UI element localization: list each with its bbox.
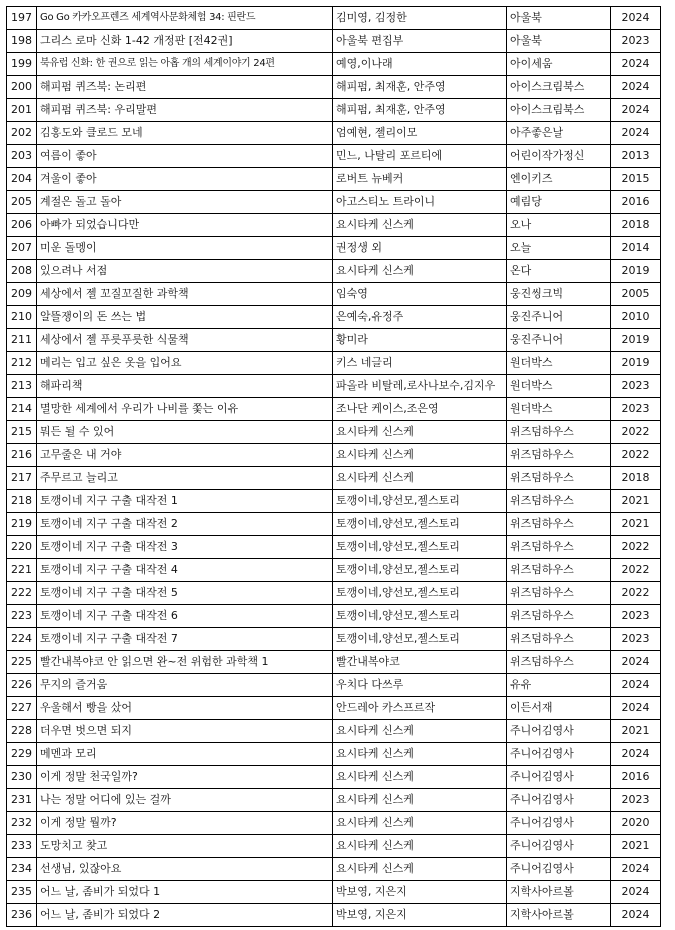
book-publisher-cell: 웅진씽크빅 (507, 283, 611, 306)
book-author-cell: 우치다 다쓰루 (333, 674, 507, 697)
book-publisher-cell: 주니어김영사 (507, 858, 611, 881)
book-author-cell: 요시타케 신스케 (333, 260, 507, 283)
book-year-cell: 2021 (611, 490, 661, 513)
table-row (7, 582, 661, 605)
table-row (7, 168, 661, 191)
book-year-cell: 2022 (611, 559, 661, 582)
row-number-cell: 217 (7, 467, 37, 490)
book-year-cell: 2024 (611, 99, 661, 122)
book-title-cell: 메멘과 모리 (37, 743, 333, 766)
book-publisher-cell: 원더박스 (507, 375, 611, 398)
row-number-cell: 231 (7, 789, 37, 812)
book-author-cell: 아울북 편집부 (333, 30, 507, 53)
book-author-cell: 요시타케 신스케 (333, 467, 507, 490)
book-publisher-cell: 아이세움 (507, 53, 611, 76)
row-number-cell: 205 (7, 191, 37, 214)
book-author-cell: 김미영, 김정한 (333, 7, 507, 30)
book-title-cell: 겨울이 좋아 (37, 168, 333, 191)
row-number-cell: 226 (7, 674, 37, 697)
row-number-cell: 200 (7, 76, 37, 99)
book-title-cell: Go Go 카카오프렌즈 세계역사문화체험 34: 핀란드 (37, 7, 333, 30)
book-title-cell: 북유럽 신화: 한 권으로 읽는 아홉 개의 세계이야기 24편 (37, 53, 333, 76)
book-publisher-cell: 주니어김영사 (507, 812, 611, 835)
book-title-cell: 미운 돌멩이 (37, 237, 333, 260)
book-author-cell: 박보영, 지은지 (333, 881, 507, 904)
book-year-cell: 2021 (611, 720, 661, 743)
book-author-cell: 요시타케 신스케 (333, 214, 507, 237)
row-number-cell: 223 (7, 605, 37, 628)
book-author-cell: 토깽이네,양선모,젤스토리 (333, 628, 507, 651)
table-row (7, 260, 661, 283)
book-publisher-cell: 온다 (507, 260, 611, 283)
table-row (7, 858, 661, 881)
book-author-cell: 토깽이네,양선모,젤스토리 (333, 536, 507, 559)
book-title-cell: 무지의 즐거움 (37, 674, 333, 697)
book-author-cell: 토깽이네,양선모,젤스토리 (333, 582, 507, 605)
row-number-cell: 225 (7, 651, 37, 674)
book-author-cell: 황미라 (333, 329, 507, 352)
book-title-cell: 세상에서 젤 꼬질꼬질한 과학책 (37, 283, 333, 306)
book-title-cell: 알뜰쟁이의 돈 쓰는 법 (37, 306, 333, 329)
table-row (7, 99, 661, 122)
book-author-cell: 빨간내복야코 (333, 651, 507, 674)
book-author-cell: 파올라 비탈레,로사나보수,김지우 (333, 375, 507, 398)
book-publisher-cell: 위즈덤하우스 (507, 651, 611, 674)
book-author-cell: 아고스티노 트라이니 (333, 191, 507, 214)
table-row (7, 7, 661, 30)
book-publisher-cell: 아울북 (507, 7, 611, 30)
row-number-cell: 215 (7, 421, 37, 444)
book-publisher-cell: 아이스크림북스 (507, 99, 611, 122)
book-year-cell: 2015 (611, 168, 661, 191)
book-title-cell: 계절은 돌고 돌아 (37, 191, 333, 214)
book-year-cell: 2005 (611, 283, 661, 306)
book-title-cell: 멸망한 세계에서 우리가 나비를 쫓는 이유 (37, 398, 333, 421)
book-author-cell: 안드레아 카스프르작 (333, 697, 507, 720)
book-author-cell: 요시타케 신스케 (333, 789, 507, 812)
book-year-cell: 2022 (611, 582, 661, 605)
book-author-cell: 조나단 케이스,조은영 (333, 398, 507, 421)
table-row (7, 789, 661, 812)
row-number-cell: 219 (7, 513, 37, 536)
row-number-cell: 235 (7, 881, 37, 904)
book-title-cell: 토깽이네 지구 구출 대작전 1 (37, 490, 333, 513)
table-row (7, 306, 661, 329)
book-year-cell: 2018 (611, 214, 661, 237)
book-title-cell: 해피펌 퀴즈북: 우리말편 (37, 99, 333, 122)
book-author-cell: 요시타케 신스케 (333, 421, 507, 444)
row-number-cell: 218 (7, 490, 37, 513)
book-year-cell: 2019 (611, 329, 661, 352)
book-year-cell: 2019 (611, 260, 661, 283)
row-number-cell: 199 (7, 53, 37, 76)
book-publisher-cell: 아주좋은날 (507, 122, 611, 145)
book-publisher-cell: 위즈덤하우스 (507, 559, 611, 582)
book-title-cell: 우울해서 빵을 샀어 (37, 697, 333, 720)
book-publisher-cell: 위즈덤하우스 (507, 628, 611, 651)
book-year-cell: 2023 (611, 789, 661, 812)
book-year-cell: 2024 (611, 674, 661, 697)
book-title-cell: 어느 날, 좀비가 되었다 1 (37, 881, 333, 904)
book-title-cell: 토깽이네 지구 구출 대작전 7 (37, 628, 333, 651)
book-author-cell: 은예숙,유정주 (333, 306, 507, 329)
book-publisher-cell: 주니어김영사 (507, 743, 611, 766)
book-publisher-cell: 웅진주니어 (507, 306, 611, 329)
row-number-cell: 203 (7, 145, 37, 168)
row-number-cell: 229 (7, 743, 37, 766)
row-number-cell: 221 (7, 559, 37, 582)
book-author-cell: 예영,이나래 (333, 53, 507, 76)
table-row (7, 329, 661, 352)
book-year-cell: 2023 (611, 628, 661, 651)
book-publisher-cell: 오늘 (507, 237, 611, 260)
book-title-cell: 아빠가 되었습니다만 (37, 214, 333, 237)
book-author-cell: 박보영, 지은지 (333, 904, 507, 927)
table-row (7, 605, 661, 628)
book-publisher-cell: 위즈덤하우스 (507, 605, 611, 628)
table-row (7, 145, 661, 168)
book-year-cell: 2024 (611, 881, 661, 904)
book-title-cell: 토깽이네 지구 구출 대작전 5 (37, 582, 333, 605)
book-title-cell: 더우면 벗으면 되지 (37, 720, 333, 743)
row-number-cell: 201 (7, 99, 37, 122)
table-row (7, 283, 661, 306)
table-row (7, 444, 661, 467)
book-title-cell: 해파리책 (37, 375, 333, 398)
book-author-cell: 토깽이네,양선모,젤스토리 (333, 559, 507, 582)
book-publisher-cell: 위즈덤하우스 (507, 467, 611, 490)
table-row (7, 122, 661, 145)
row-number-cell: 216 (7, 444, 37, 467)
row-number-cell: 228 (7, 720, 37, 743)
row-number-cell: 220 (7, 536, 37, 559)
book-year-cell: 2020 (611, 812, 661, 835)
book-year-cell: 2024 (611, 697, 661, 720)
book-title-cell: 이게 정말 천국일까? (37, 766, 333, 789)
book-year-cell: 2024 (611, 53, 661, 76)
table-row (7, 191, 661, 214)
book-year-cell: 2024 (611, 743, 661, 766)
book-title-cell: 토깽이네 지구 구출 대작전 4 (37, 559, 333, 582)
book-publisher-cell: 유유 (507, 674, 611, 697)
book-publisher-cell: 예림당 (507, 191, 611, 214)
row-number-cell: 208 (7, 260, 37, 283)
book-title-cell: 세상에서 젤 푸릇푸릇한 식물책 (37, 329, 333, 352)
book-year-cell: 2016 (611, 766, 661, 789)
row-number-cell: 230 (7, 766, 37, 789)
table-row (7, 352, 661, 375)
row-number-cell: 213 (7, 375, 37, 398)
table-row (7, 812, 661, 835)
book-publisher-cell: 주니어김영사 (507, 720, 611, 743)
book-year-cell: 2016 (611, 191, 661, 214)
book-publisher-cell: 지학사아르볼 (507, 904, 611, 927)
book-title-cell: 선생님, 있잖아요 (37, 858, 333, 881)
book-author-cell: 임숙영 (333, 283, 507, 306)
table-row (7, 881, 661, 904)
book-year-cell: 2022 (611, 444, 661, 467)
book-author-cell: 요시타케 신스케 (333, 720, 507, 743)
table-row (7, 904, 661, 927)
table-row (7, 651, 661, 674)
book-year-cell: 2024 (611, 858, 661, 881)
book-publisher-cell: 주니어김영사 (507, 789, 611, 812)
book-year-cell: 2022 (611, 421, 661, 444)
book-list-table (6, 6, 661, 927)
book-year-cell: 2023 (611, 30, 661, 53)
book-title-cell: 김홍도와 클로드 모네 (37, 122, 333, 145)
row-number-cell: 232 (7, 812, 37, 835)
row-number-cell: 209 (7, 283, 37, 306)
book-title-cell: 고무줄은 내 거야 (37, 444, 333, 467)
row-number-cell: 214 (7, 398, 37, 421)
book-publisher-cell: 위즈덤하우스 (507, 421, 611, 444)
book-author-cell: 해피펌, 최재훈, 안주영 (333, 76, 507, 99)
table-row (7, 76, 661, 99)
book-title-cell: 나는 정말 어디에 있는 걸까 (37, 789, 333, 812)
book-title-cell: 뭐든 될 수 있어 (37, 421, 333, 444)
book-author-cell: 민느, 나탈리 포르티에 (333, 145, 507, 168)
book-year-cell: 2023 (611, 398, 661, 421)
table-row (7, 697, 661, 720)
row-number-cell: 236 (7, 904, 37, 927)
book-author-cell: 키스 네글리 (333, 352, 507, 375)
book-author-cell: 요시타케 신스케 (333, 444, 507, 467)
table-row (7, 467, 661, 490)
table-row (7, 398, 661, 421)
book-title-cell: 토깽이네 지구 구출 대작전 3 (37, 536, 333, 559)
book-title-cell: 있으려나 서점 (37, 260, 333, 283)
book-title-cell: 메리는 입고 싶은 옷을 입어요 (37, 352, 333, 375)
row-number-cell: 227 (7, 697, 37, 720)
book-year-cell: 2024 (611, 76, 661, 99)
book-author-cell: 토깽이네,양선모,젤스토리 (333, 513, 507, 536)
table-row (7, 421, 661, 444)
book-publisher-cell: 주니어김영사 (507, 835, 611, 858)
book-publisher-cell: 원더박스 (507, 352, 611, 375)
table-row (7, 53, 661, 76)
row-number-cell: 197 (7, 7, 37, 30)
row-number-cell: 204 (7, 168, 37, 191)
book-year-cell: 2021 (611, 513, 661, 536)
book-publisher-cell: 위즈덤하우스 (507, 536, 611, 559)
table-row (7, 835, 661, 858)
row-number-cell: 207 (7, 237, 37, 260)
book-title-cell: 주무르고 늘리고 (37, 467, 333, 490)
book-title-cell: 해피펌 퀴즈북: 논리편 (37, 76, 333, 99)
book-publisher-cell: 엔이키즈 (507, 168, 611, 191)
book-publisher-cell: 위즈덤하우스 (507, 490, 611, 513)
book-author-cell: 엄예현, 젤리이모 (333, 122, 507, 145)
book-publisher-cell: 주니어김영사 (507, 766, 611, 789)
book-title-cell: 토깽이네 지구 구출 대작전 2 (37, 513, 333, 536)
book-year-cell: 2024 (611, 122, 661, 145)
book-publisher-cell: 지학사아르볼 (507, 881, 611, 904)
row-number-cell: 212 (7, 352, 37, 375)
row-number-cell: 206 (7, 214, 37, 237)
book-publisher-cell: 위즈덤하우스 (507, 444, 611, 467)
table-row (7, 674, 661, 697)
book-year-cell: 2014 (611, 237, 661, 260)
book-year-cell: 2022 (611, 536, 661, 559)
book-publisher-cell: 원더박스 (507, 398, 611, 421)
row-number-cell: 224 (7, 628, 37, 651)
book-year-cell: 2024 (611, 904, 661, 927)
book-year-cell: 2010 (611, 306, 661, 329)
table-row (7, 766, 661, 789)
row-number-cell: 210 (7, 306, 37, 329)
book-author-cell: 토깽이네,양선모,젤스토리 (333, 490, 507, 513)
book-publisher-cell: 오나 (507, 214, 611, 237)
row-number-cell: 198 (7, 30, 37, 53)
table-row (7, 536, 661, 559)
book-author-cell: 요시타케 신스케 (333, 812, 507, 835)
table-row (7, 375, 661, 398)
book-author-cell: 토깽이네,양선모,젤스토리 (333, 605, 507, 628)
book-publisher-cell: 아이스크림북스 (507, 76, 611, 99)
book-publisher-cell: 어린이작가정신 (507, 145, 611, 168)
table-row (7, 214, 661, 237)
book-publisher-cell: 웅진주니어 (507, 329, 611, 352)
book-year-cell: 2023 (611, 375, 661, 398)
book-year-cell: 2024 (611, 7, 661, 30)
book-author-cell: 로버트 뉴베커 (333, 168, 507, 191)
book-list-body (7, 7, 661, 927)
book-title-cell: 빨간내복야코 안 읽으면 완~전 위험한 과학책 1 (37, 651, 333, 674)
row-number-cell: 211 (7, 329, 37, 352)
book-author-cell: 요시타케 신스케 (333, 858, 507, 881)
book-publisher-cell: 위즈덤하우스 (507, 582, 611, 605)
book-author-cell: 요시타케 신스케 (333, 835, 507, 858)
book-publisher-cell: 이든서재 (507, 697, 611, 720)
book-publisher-cell: 아울북 (507, 30, 611, 53)
book-author-cell: 요시타케 신스케 (333, 766, 507, 789)
table-row (7, 743, 661, 766)
row-number-cell: 222 (7, 582, 37, 605)
book-publisher-cell: 위즈덤하우스 (507, 513, 611, 536)
book-title-cell: 어느 날, 좀비가 되었다 2 (37, 904, 333, 927)
book-year-cell: 2021 (611, 835, 661, 858)
book-title-cell: 여름이 좋아 (37, 145, 333, 168)
table-row (7, 720, 661, 743)
table-row (7, 490, 661, 513)
book-title-cell: 토깽이네 지구 구출 대작전 6 (37, 605, 333, 628)
book-title-cell: 도망치고 찾고 (37, 835, 333, 858)
book-author-cell: 권정생 외 (333, 237, 507, 260)
table-row (7, 237, 661, 260)
book-year-cell: 2018 (611, 467, 661, 490)
book-year-cell: 2019 (611, 352, 661, 375)
book-year-cell: 2024 (611, 651, 661, 674)
book-author-cell: 해피펌, 최재훈, 안주영 (333, 99, 507, 122)
book-year-cell: 2013 (611, 145, 661, 168)
book-title-cell: 이게 정말 뭘까? (37, 812, 333, 835)
table-row (7, 30, 661, 53)
table-row (7, 559, 661, 582)
table-row (7, 628, 661, 651)
row-number-cell: 234 (7, 858, 37, 881)
book-author-cell: 요시타케 신스케 (333, 743, 507, 766)
book-title-cell: 그리스 로마 신화 1-42 개정판 [전42권] (37, 30, 333, 53)
row-number-cell: 233 (7, 835, 37, 858)
row-number-cell: 202 (7, 122, 37, 145)
book-year-cell: 2023 (611, 605, 661, 628)
table-row (7, 513, 661, 536)
